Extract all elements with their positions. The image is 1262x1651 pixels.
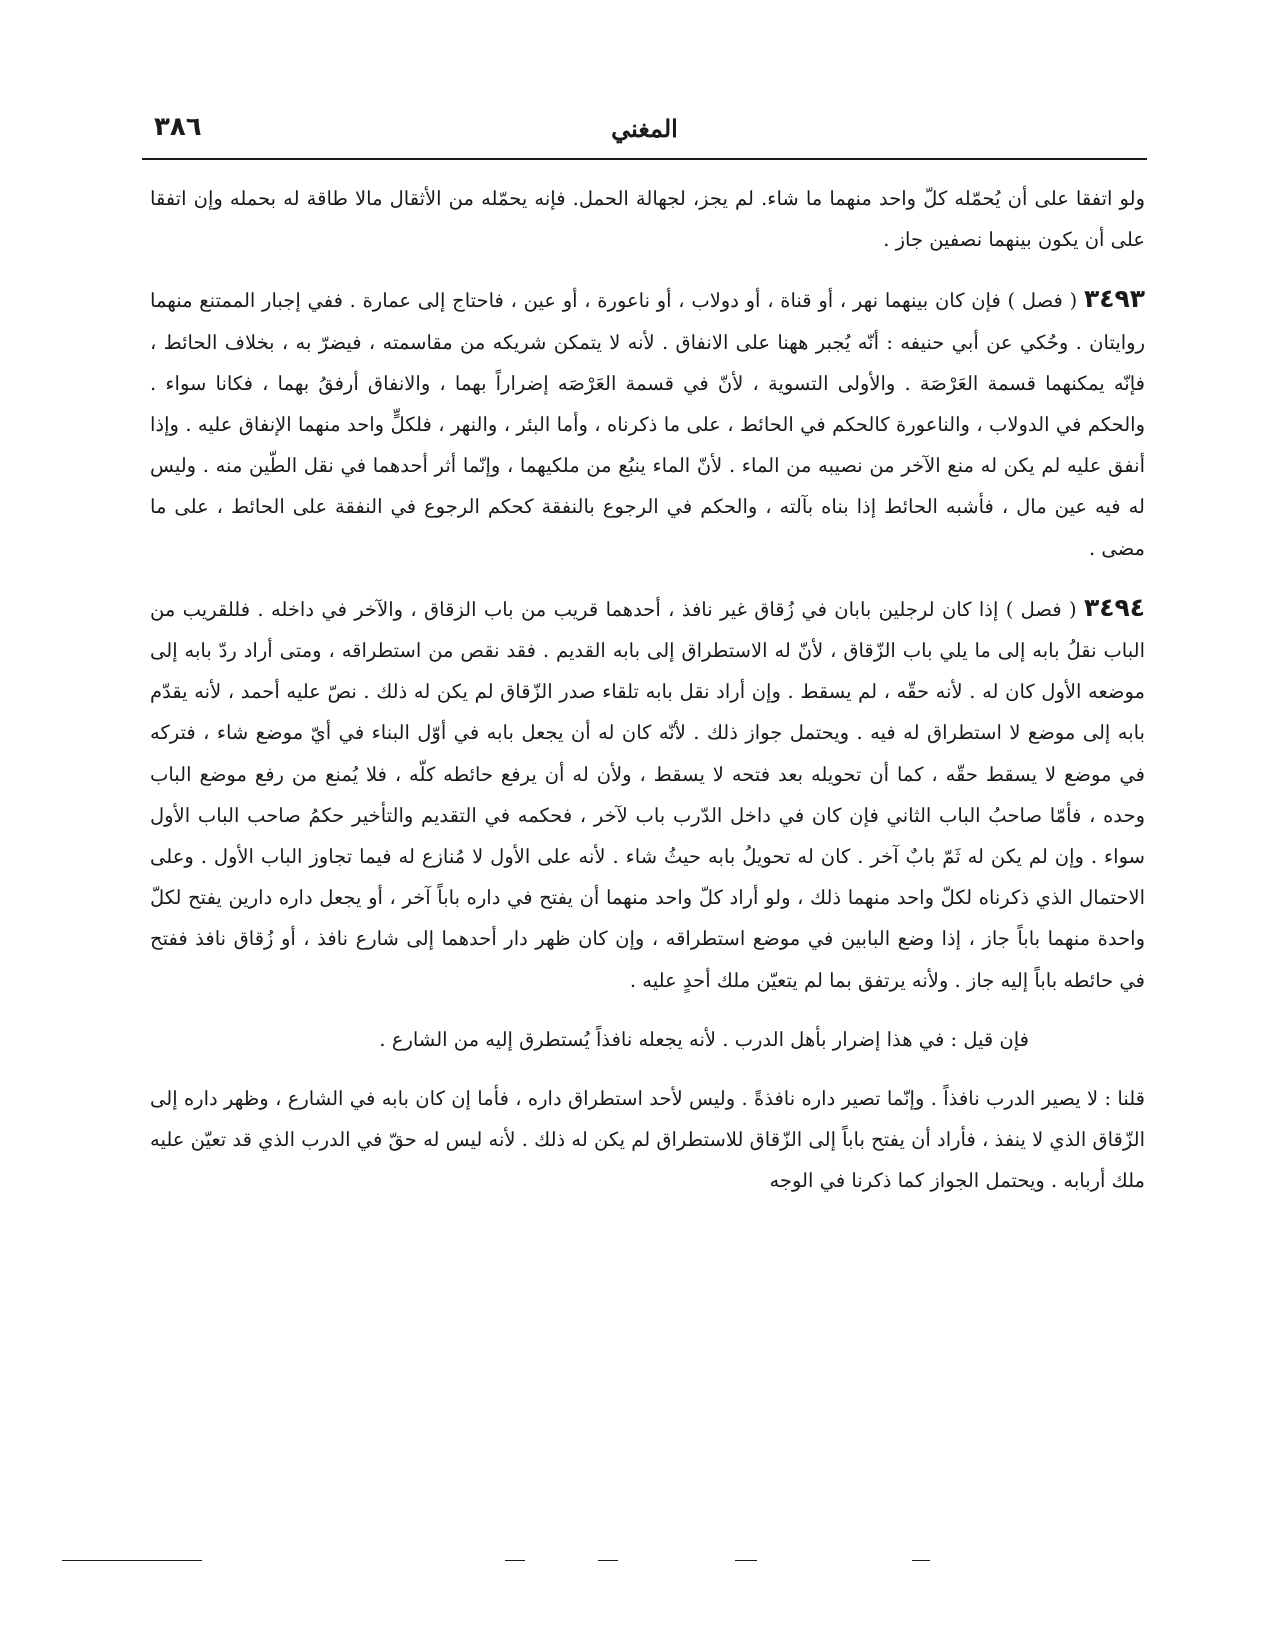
paragraph-section-3494 [150,587,1145,1001]
paragraph-intro [150,178,1145,260]
header-divider [142,158,1147,160]
paragraph-objection [150,1019,1145,1060]
footer-dash [912,1560,930,1561]
paragraph-text: قلنا : لا يصير الدرب نافذاً . وإنّما تصير داره نافذةً . وليس لأحد استطراق داره ، فأما إن كان بابه في الشارع ، وظهر داره إلى الزّقاق الذي لا ينفذ ، فأراد أن يفتح باباً إلى الزّقاق للاستطراق لم يكن له ذلك . لأنه ليس له حقّ في الدرب الذي قد تعيّن عليه ملك أربابه . ويحتمل الجواز كما ذكرنا في الوجه [150,1087,1145,1193]
footer-dash [505,1560,525,1561]
paragraph-text: فإن قيل : في هذا إضرار بأهل الدرب . لأنه يجعله نافذاً يُستطرق إليه من الشارع . [379,1027,1029,1051]
paragraph-text: ( فصل ) إذا كان لرجلين بابان في زُقاق غير نافذ ، أحدهما قريب من باب الزقاق ، والآخر في داخله . فللقريب من الباب نقلُ بابه إلى ما يلي باب الزّقاق ، لأنّ له الاستطراق إلى بابه القديم . فقد نقص من استطراقه ، ومتى أراد ردّ بابه إلى موضعه الأول كان له . لأنه حقّه ، لم يسقط . وإن أراد نقل بابه تلقاء صدر الزّقاق لم يكن له ذلك . نصّ عليه أحمد ، لأنه يقدّم بابه إلى موضع لا استطراق له فيه . ويحتمل جواز ذلك . لأنّه كان له أن يجعل بابه في أوّل البناء في أيّ موضع شاء ، فتركه في موضع لا يسقط حقّه ، كما أن تحويله بعد فتحه لا يسقط ، ولأن له أن يرفع حائطه كلّه ، فلا يُمنع من رفع موضع الباب وحده ، فأمّا صاحبُ الباب الثاني فإن كان في داخل الدّرب باب لآخر ، فحكمه في التقديم والتأخير حكمُ صاحب الباب الأول سواء . وإن لم يكن له ثَمّ بابٌ آخر . كان له تحويلُ بابه حيثُ شاء . لأنه على الأول لا مُنازع له فيما تجاوز الباب الأول . وعلى الاحتمال الذي ذكرناه لكلّ واحد منهما ذلك ، ولو أراد كلّ واحد منهما أن يفتح في داره باباً آخر ، أو يجعل داره دارين يفتح لكلّ واحدة منهما باباً جاز ، إذا وضع البابين في موضع استطراقه ، وإن كان ظهر دار أحدهما إلى شارع نافذ ، أو زُقاق نافذ ففتح في حائطه باباً إليه جاز . ولأنه يرتفق بما لم يتعيّن ملك أحدٍ عليه . [150,597,1145,992]
running-title: المغني [611,114,678,143]
page-number: ٣٨٦ [154,112,202,142]
footnote-rule [62,1560,202,1561]
section-number: ٣٤٩٤ [1083,592,1145,622]
footer-dash [598,1560,618,1561]
footer-dash [735,1560,757,1561]
paragraph-text: ( فصل ) فإن كان بينهما نهر ، أو قناة ، أو دولاب ، أو ناعورة ، أو عين ، فاحتاج إلى عمارة . ففي إجبار الممتنع منهما روايتان . وحُكي عن أبي حنيفه : أنّه يُجبر ههنا على الانفاق . لأنه لا يتمكن شريكه من مقاسمته ، فيضرّ به ، بخلاف الحائط ، فإنّه يمكنهما قسمة العَرْصَة . والأولى التسوية ، لأنّ في قسمة العَرْصَه إضراراً بهما ، والانفاق أرفقُ بهما ، فكانا سواء . والحكم في الدولاب ، والناعورة كالحكم في الحائط ، على ما ذكرناه ، وأما البئر ، والنهر ، فلكلٍّ واحد منهما الإنفاق عليه . وإذا أنفق عليه لم يكن له منع الآخر من نصيبه من الماء . لأنّ الماء ينبُع من ملكيهما ، وإنّما أثر أحدهما في نقل الطّين منه . وليس له فيه عين مال ، فأشبه الحائط إذا بناه بآلته ، والحكم في الرجوع بالنفقة كحكم الرجوع في النفقة على الحائط ، على ما مضى . [150,289,1145,560]
paragraph-text: ولو اتفقا على أن يُحمّله كلّ واحد منهما ما شاء. لم يجز، لجهالة الحمل. فإنه يحمّله من الأثقال مالا طاقة له بحمله وإن اتفقا على أن يكون بينهما نصفين جاز . [150,187,1145,252]
paragraph-reply [150,1078,1145,1202]
body-text [150,178,1145,1202]
section-number: ٣٤٩٣ [1083,284,1145,314]
page-header [142,112,1147,152]
paragraph-section-3493 [150,278,1145,568]
